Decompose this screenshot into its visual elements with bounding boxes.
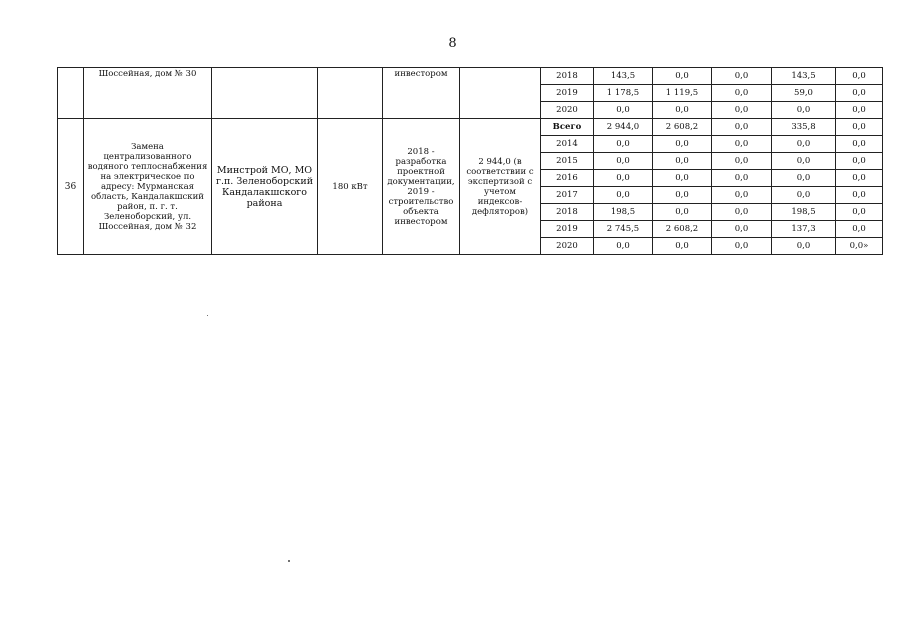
scan-speck: [207, 315, 208, 316]
total-cell: 2 745,5: [594, 221, 653, 238]
item-number-cell: [58, 68, 84, 119]
other-cell: 0,0: [836, 102, 883, 119]
federal-cell: 2 608,2: [653, 119, 712, 136]
year-cell: 2020: [541, 238, 594, 255]
total-cell: 0,0: [594, 187, 653, 204]
other-cell: 0,0: [836, 187, 883, 204]
investor-cell: 0,0: [772, 238, 836, 255]
federal-cell: 0,0: [653, 153, 712, 170]
regional-cell: 0,0: [712, 102, 772, 119]
investor-cell: 0,0: [772, 187, 836, 204]
year-cell: 2015: [541, 153, 594, 170]
total-cell: 0,0: [594, 136, 653, 153]
year-cell: 2017: [541, 187, 594, 204]
regional-cell: 0,0: [712, 153, 772, 170]
total-cell: 0,0: [594, 170, 653, 187]
total-cell: 1 178,5: [594, 85, 653, 102]
total-cell: 0,0: [594, 238, 653, 255]
total-cell: 0,0: [594, 102, 653, 119]
year-cell: 2016: [541, 170, 594, 187]
table-row: [58, 68, 883, 85]
other-cell: 0,0: [836, 119, 883, 136]
regional-cell: 0,0: [712, 204, 772, 221]
executor-cell: Минстрой МО, МО г.п. Зеленоборский Кандалакшского района: [212, 119, 318, 255]
stage-cell: 2018 - разработка проектной документации, 2019 - строительство объекта инвестором: [383, 119, 460, 255]
federal-cell: 0,0: [653, 136, 712, 153]
investor-cell: 0,0: [772, 136, 836, 153]
power-cell: 180 кВт: [318, 119, 383, 255]
other-cell: 0,0: [836, 204, 883, 221]
scan-speck: [288, 560, 290, 562]
federal-cell: 0,0: [653, 238, 712, 255]
cost-cell: 2 944,0 (в соответствии с экспертизой с учетом индексов-дефляторов): [460, 119, 541, 255]
total-cell: 143,5: [594, 68, 653, 85]
federal-cell: 1 119,5: [653, 85, 712, 102]
investor-cell: 59,0: [772, 85, 836, 102]
other-cell: 0,0: [836, 221, 883, 238]
year-cell: 2019: [541, 221, 594, 238]
regional-cell: 0,0: [712, 187, 772, 204]
other-cell: 0,0: [836, 68, 883, 85]
other-cell: 0,0»: [836, 238, 883, 255]
investor-cell: 137,3: [772, 221, 836, 238]
federal-cell: 0,0: [653, 204, 712, 221]
investor-cell: 335,8: [772, 119, 836, 136]
other-cell: 0,0: [836, 170, 883, 187]
investor-cell: 143,5: [772, 68, 836, 85]
investor-cell: 0,0: [772, 102, 836, 119]
other-cell: 0,0: [836, 136, 883, 153]
regional-cell: 0,0: [712, 68, 772, 85]
other-cell: 0,0: [836, 153, 883, 170]
total-cell: 198,5: [594, 204, 653, 221]
investor-cell: 198,5: [772, 204, 836, 221]
page-number: 8: [448, 36, 457, 51]
year-cell: 2018: [541, 68, 594, 85]
item-number-cell: 36: [58, 119, 84, 255]
regional-cell: 0,0: [712, 119, 772, 136]
year-cell: 2019: [541, 85, 594, 102]
total-cell: 0,0: [594, 153, 653, 170]
federal-cell: 0,0: [653, 68, 712, 85]
investor-cell: 0,0: [772, 170, 836, 187]
regional-cell: 0,0: [712, 85, 772, 102]
total-label-cell: Всего: [541, 119, 594, 136]
total-cell: 2 944,0: [594, 119, 653, 136]
federal-cell: 2 608,2: [653, 221, 712, 238]
other-cell: 0,0: [836, 85, 883, 102]
year-cell: 2014: [541, 136, 594, 153]
regional-cell: 0,0: [712, 238, 772, 255]
year-cell: 2020: [541, 102, 594, 119]
cost-cell: [460, 68, 541, 119]
object-name-cell: Замена централизованного водяного теплоснабжения на электрическое по адресу: Мурманская область, Кандалакшский район, п. г. т. Зеленоборский, ул. Шоссейная, дом № 32: [84, 119, 212, 255]
regional-cell: 0,0: [712, 221, 772, 238]
table-row: [58, 119, 883, 136]
object-name-cell: Шоссейная, дом № 30: [84, 68, 212, 119]
power-cell: [318, 68, 383, 119]
investor-cell: 0,0: [772, 153, 836, 170]
program-table: [57, 67, 883, 255]
federal-cell: 0,0: [653, 102, 712, 119]
federal-cell: 0,0: [653, 187, 712, 204]
regional-cell: 0,0: [712, 136, 772, 153]
federal-cell: 0,0: [653, 170, 712, 187]
year-cell: 2018: [541, 204, 594, 221]
regional-cell: 0,0: [712, 170, 772, 187]
executor-cell: [212, 68, 318, 119]
stage-cell: инвестором: [383, 68, 460, 119]
